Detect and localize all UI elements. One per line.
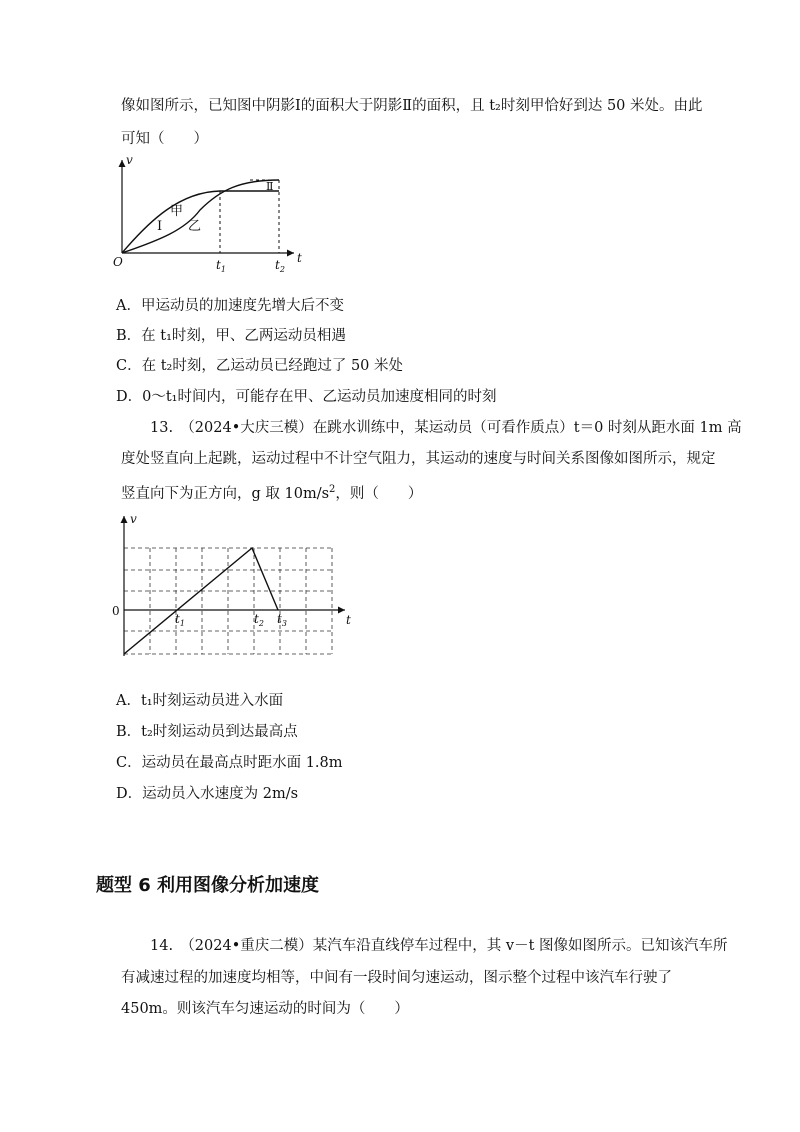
q13-option-c: C．运动员在最高点时距水面 1.8m (116, 755, 343, 771)
q12-label-yi: 乙 (188, 219, 202, 234)
q12-region2: Ⅱ (266, 180, 274, 193)
q12-option-a: A．甲运动员的加速度先增大后不变 (116, 298, 344, 314)
q12-t1-sub: 1 (220, 265, 226, 274)
q12-option-d: D．0～t₁时间内，可能存在甲、乙运动员加速度相同的时刻 (116, 389, 497, 405)
q12-t2-letter: t (275, 258, 280, 272)
q13-t1-letter: t (175, 612, 180, 626)
q13-t3-letter: t (277, 612, 282, 626)
q13-t1-label (175, 612, 185, 628)
q13-t2-sub: 2 (258, 619, 264, 628)
q13-stem-line3-pre: 竖直向下为正方向，g 取 10m/s (121, 485, 330, 502)
q12-t2-label (275, 258, 285, 274)
q13-option-b: B．t₂时刻运动员到达最高点 (116, 724, 298, 740)
q12-t2-sub: 2 (279, 265, 285, 274)
q13-vt-graph (100, 506, 360, 666)
q13-t3-sub: 3 (281, 619, 287, 628)
q13-t3-label (277, 612, 287, 628)
q13-t2-label (254, 612, 264, 628)
q13-grid (124, 548, 332, 654)
q12-origin-label: O (113, 255, 123, 269)
q14-stem-line3: 450m。则该汽车匀速运动的时间为（ ） (121, 1001, 409, 1017)
q13-t1-sub: 1 (179, 619, 185, 628)
q12-t-label: t (297, 251, 302, 265)
q13-vt-line (124, 548, 278, 654)
q13-stem-line1: 13. （2024•大庆三模）在跳水训练中，某运动员（可看作质点）t＝0 时刻从距水面 1m 高 (150, 420, 742, 436)
q13-stem-line3-post: ，则（ ） (335, 485, 423, 502)
q13-v-label: v (130, 512, 137, 526)
q12-stem-line2: 可知（ ） (121, 131, 208, 147)
q13-stem-line2: 度处竖直向上起跳，运动过程中不计空气阻力，其运动的速度与时间关系图像如图所示，规定 (121, 451, 716, 467)
q12-v-label: v (126, 153, 133, 167)
q12-label-jia: 甲 (170, 204, 184, 219)
q13-t-label: t (346, 613, 351, 627)
q13-option-a: A．t₁时刻运动员进入水面 (116, 693, 284, 709)
q12-stem-line1: 像如图所示，已知图中阴影Ⅰ的面积大于阴影Ⅱ的面积，且 t₂时刻甲恰好到达 50 米处。由此 (121, 98, 703, 114)
q12-region1: Ⅰ (157, 219, 163, 234)
q13-option-d: D．运动员入水速度为 2m/s (116, 786, 299, 802)
q13-t2-letter: t (254, 612, 259, 626)
q12-t1-label (216, 258, 226, 274)
section-heading: 题型 6 利用图像分析加速度 (96, 875, 320, 896)
q12-t1-letter: t (216, 258, 221, 272)
q13-origin-label: 0 (112, 604, 120, 618)
q14-stem-line1: 14. （2024•重庆二模）某汽车沿直线停车过程中，其 v－t 图像如图所示。已知该汽车所 (150, 938, 728, 954)
q12-option-b: B．在 t₁时刻，甲、乙两运动员相遇 (116, 328, 346, 344)
q12-vt-graph (100, 150, 320, 280)
q13-stem-line3 (121, 480, 422, 504)
q14-stem-line2: 有减速过程的加速度均相等，中间有一段时间匀速运动，图示整个过程中该汽车行驶了 (121, 970, 672, 986)
q13-stem-line3-sup: 2 (329, 484, 336, 495)
q12-option-c: C．在 t₂时刻，乙运动员已经跑过了 50 米处 (116, 358, 404, 374)
